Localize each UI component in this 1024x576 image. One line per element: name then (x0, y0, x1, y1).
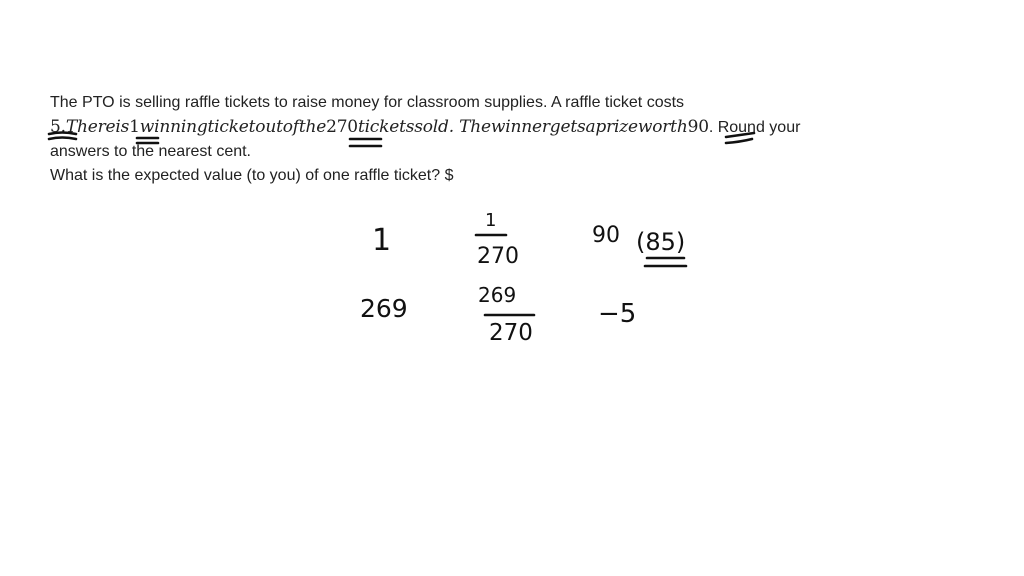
math-text-3: ticketssold. (357, 117, 454, 137)
math-cost: 5. (50, 117, 66, 137)
row1-value: 90 (592, 223, 620, 248)
row2-probability-numerator: 269 (478, 283, 517, 307)
math-prize-value: 90 (687, 117, 709, 137)
row2-value: −5 (598, 299, 637, 329)
math-text-1: Thereis (65, 117, 130, 137)
math-text-4: Thewinnergetsaprizeworth (459, 117, 688, 137)
row1-probability-numerator: 1 (485, 210, 497, 231)
math-text-2: winningticketoutofthe (139, 117, 327, 137)
problem-line-2 (50, 115, 950, 140)
row2-count: 269 (360, 294, 408, 323)
math-segment (50, 117, 709, 137)
row1-count: 1 (372, 223, 392, 258)
row2-probability-denominator: 270 (489, 320, 533, 346)
row1-net-value: (85) (636, 228, 686, 256)
problem-statement (50, 91, 950, 188)
math-tickets-sold: 270 (326, 117, 358, 137)
problem-line-3: answers to the nearest cent. (50, 143, 251, 160)
math-winning-count: 1 (129, 117, 140, 137)
problem-line-2-tail: . Round your (708, 119, 801, 136)
problem-question: What is the expected value (to you) of one raffle ticket? $ (50, 167, 454, 184)
row1-probability-denominator: 270 (477, 244, 519, 269)
row1-net-value-underline (645, 258, 686, 266)
problem-line-1: The PTO is selling raffle tickets to raise money for classroom supplies. A raffle ticket costs (50, 94, 685, 111)
